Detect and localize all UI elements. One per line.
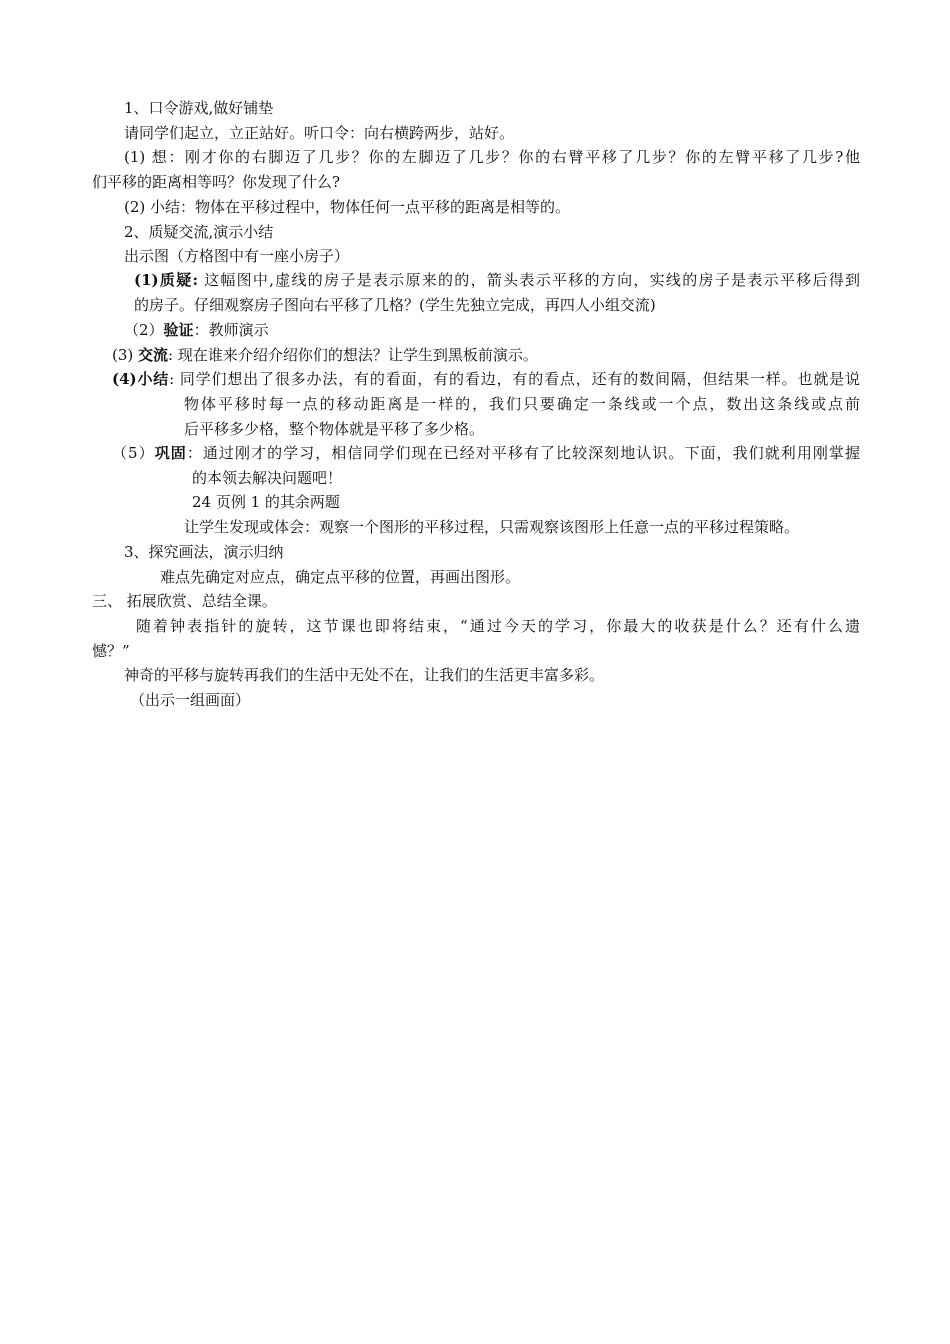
paragraph-show-images: （出示一组画面） — [130, 691, 251, 709]
paragraph-consolidate-2: 的本领去解决问题吧！ — [192, 469, 343, 487]
paragraph-summary: (2) 小结：物体在平移过程中，物体任何一点平移的距离是相等的。 — [124, 198, 571, 216]
text-question: 这幅图中,虚线的房子是表示原来的的，箭头表示平移的方向，实线的房子是表示平移后得到 — [198, 271, 860, 289]
paragraph-command: 请同学们起立，立正站好。听口令：向右横跨两步，站好。 — [124, 124, 515, 142]
label-consolidate: 巩固 — [154, 444, 187, 462]
paragraph-verify — [124, 319, 269, 342]
label-exchange: 交流 — [138, 346, 169, 364]
section-heading-part3: 三、 拓展欣赏、总结全课。 — [92, 592, 277, 610]
section-heading-3: 3、探究画法，演示归纳 — [124, 543, 284, 561]
paragraph-show-figure: 出示图（方格图中有一座小房子） — [124, 247, 350, 265]
paragraph-conclusion-1 — [112, 368, 860, 391]
paragraph-exchange — [112, 344, 538, 367]
prefix-exchange: (3) — [112, 346, 139, 364]
prefix-consolidate: （5） — [112, 444, 155, 462]
paragraph-clock-2: 憾？” — [92, 642, 130, 660]
text-exchange: : 现在谁来介绍介绍你们的想法？让学生到黑板前演示。 — [168, 346, 538, 364]
text-verify: ：教师演示 — [193, 321, 269, 339]
section-heading-2: 2、质疑交流,演示小结 — [124, 223, 274, 241]
paragraph-question-2: 的房子。仔细观察房子图向右平移了几格？(学生先独立完成，再四人小组交流) — [134, 296, 656, 314]
paragraph-difficulty: 难点先确定对应点，确定点平移的位置，再画出图形。 — [160, 568, 521, 586]
paragraph-discover: 让学生发现或体会：观察一个图形的平移过程，只需观察该图形上任意一点的平移过程策略。 — [184, 518, 800, 536]
paragraph-conclusion-2: 物体平移时每一点的移动距离是一样的，我们只要确定一条线或一个点，数出这条线或点前 — [184, 395, 860, 413]
text-conclusion: : 同学们想出了很多办法，有的看面，有的看边，有的看点，还有的数间隔，但结果一样。也就是说 — [169, 370, 861, 388]
section-heading-1: 1、口令游戏,做好铺垫 — [124, 99, 274, 117]
paragraph-think-2: 们平移的距离相等吗？你发现了什么? — [92, 173, 341, 191]
prefix-verify: （2） — [124, 321, 164, 339]
label-verify: 验证 — [163, 321, 194, 339]
paragraph-consolidate-1 — [112, 442, 860, 465]
paragraph-think-1: (1) 想：刚才你的右脚迈了几步？你的左脚迈了几步？你的右臂平移了几步？你的左臂平移了几步?他 — [124, 148, 860, 166]
paragraph-magic: 神奇的平移与旋转再我们的生活中无处不在，让我们的生活更丰富多彩。 — [124, 666, 605, 684]
paragraph-question-1 — [134, 269, 860, 292]
label-conclusion: (4)小结 — [112, 370, 170, 388]
paragraph-clock-1: 随着钟表指针的旋转，这节课也即将结束，“通过今天的学习，你最大的收获是什么？还有什么遗 — [136, 617, 860, 635]
paragraph-example: 24 页例 1 的其余两题 — [192, 493, 340, 511]
label-question: (1)质疑: — [134, 271, 199, 289]
text-consolidate: ：通过刚才的学习，相信同学们现在已经对平移有了比较深刻地认识。下面，我们就利用刚掌握 — [186, 444, 860, 462]
paragraph-conclusion-3: 后平移多少格，整个物体就是平移了多少格。 — [184, 420, 485, 438]
